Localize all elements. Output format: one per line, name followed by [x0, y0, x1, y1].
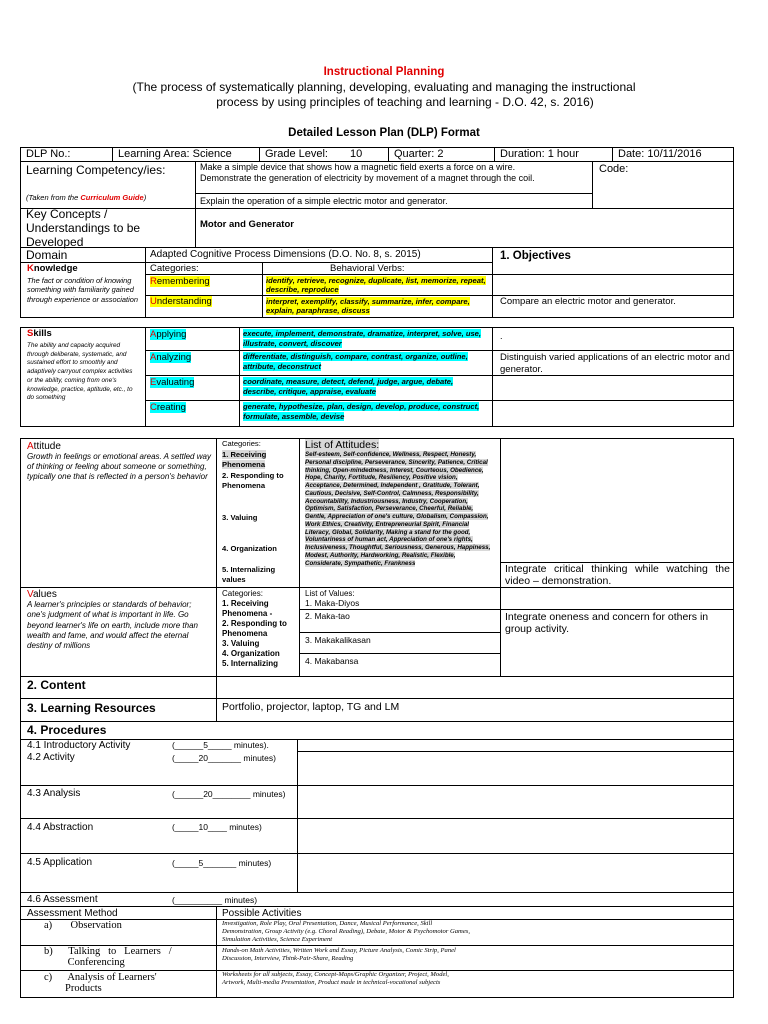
- procedure-label: 4.4 Abstraction: [27, 822, 94, 833]
- duration: Duration: 1 hour: [500, 148, 579, 160]
- values-cat-4: 4. Organization: [222, 649, 280, 658]
- grade-level-label: Grade Level:: [265, 148, 328, 160]
- attitude-label: Attitude: [27, 441, 61, 452]
- values-categories-label: Categories:: [222, 589, 263, 598]
- knowledge-description: The fact or condition of knowing something with familiarity gained through experience or association: [27, 276, 138, 304]
- subtitle-line-1: (The process of systematically planning, developing, evaluating and managing the instructional: [132, 80, 636, 94]
- value-1: 1. Maka-Diyos: [305, 598, 360, 608]
- category-analyzing: Analyzing: [150, 352, 192, 363]
- values-list-label: List of Values:: [305, 589, 355, 598]
- analyzing-verbs: differentiate, distinguish, compare, contrast, organize, outline, attribute, deconstruct: [243, 352, 468, 371]
- behavioral-verbs-label: Behavioral Verbs:: [330, 263, 405, 274]
- attitudes-list: Self-esteem, Self-confidence, Wellness, Respect, Honesty, Personal discipline, Perseverance, Sincerity, Patience, Critical thinking, Open-mindedness, Interest, Courteous, Obedience, Hope, Charity, Fortitude, Resiliency, Positive vision, Acceptance, Determined, Independent , Gratitude, Tolerant, Cautious, Decisive, Self-Control, Calmness, Responsibility, Accountability, Industriousness, Industry, Cooperation, Optimism, Satisfaction, Perseverance, Cheerful, Reliable, Gentle, Appreciation of one's culture, Globalism, Compassion, Work Ethics, Creativity, Entrepreneurial Spirit, Financial Literacy, Global, Solidarity, Making a stand for the good, Voluntariness of human act, Appreciation of one's rights, Inclusiveness, Thoughtful, Seriousness, Generous, Happiness, Modest, Authority, Hardworking, Realistic, Flexible, Considerate, Sympathetic, Frankness: [305, 451, 491, 567]
- competency-label: Learning Competency/ies:: [26, 163, 166, 177]
- attitude-cat-2: 2. Responding to Phenomena: [222, 471, 284, 490]
- learning-resources-value: Portfolio, projector, laptop, TG and LM: [222, 701, 400, 713]
- categories-label: Categories:: [150, 263, 199, 274]
- attitude-cat-1: 1. Receiving Phenomena: [222, 450, 267, 469]
- attitude-cat-4: 4. Organization: [222, 544, 277, 553]
- key-concepts-label: Key Concepts / Understandings to be Developed: [26, 207, 141, 249]
- quarter: Quarter: 2: [394, 148, 444, 160]
- values-label: Values: [27, 589, 57, 600]
- skills-description: The ability and capacity acquired through deliberate, systematic, and sustained effort to smoothly and adaptively carryout complex activities or the ability, coming from one's knowledge, practice, aptitude, etc., to do something: [27, 342, 133, 402]
- procedure-label: 4.6 Assessment: [27, 894, 98, 905]
- attitude-categories-label: Categories:: [222, 439, 261, 448]
- procedure-label: 4.3 Analysis: [27, 788, 81, 799]
- format-title: Detailed Lesson Plan (DLP) Format: [288, 127, 480, 139]
- competency-text-3: Explain the operation of a simple electric motor and generator.: [200, 196, 448, 206]
- grade-level-value: 10: [350, 148, 363, 160]
- procedures-heading: 4. Procedures: [27, 723, 107, 737]
- values-objective: Integrate oneness and concern for others in group activity.: [505, 611, 709, 635]
- attitude-objective: Integrate critical thinking while watching the video – demonstration.: [505, 563, 730, 587]
- understanding-verbs: interpret, exemplify, classify, summarize, infer, compare, explain, paraphrase, discuss: [266, 297, 470, 316]
- competency-text: Make a simple device that shows how a magnetic field exerts a force on a wire. Demonstrate the generation of electricity by movement of a magnet through the coil.: [200, 162, 535, 183]
- possible-activities-label: Possible Activities: [222, 908, 302, 919]
- assessment-activities: Investigation, Role Play, Oral Presentation, Dance, Musical Performance, Skill Demonstration, Group Activity (e.g. Choral Reading), Debate, Motor & Psychomotor Games, Simulation Activities, Science Experiment: [222, 920, 470, 943]
- values-cat-2: 2. Responding to Phenomena: [222, 619, 287, 638]
- creating-verbs: generate, hypothesize, plan, design, develop, produce, construct, formulate, assemble, devise: [243, 402, 480, 421]
- procedure-label: 4.5 Application: [27, 857, 93, 868]
- values-cat-3: 3. Valuing: [222, 639, 260, 648]
- category-understanding: Understanding: [150, 296, 212, 307]
- procedure-minutes: (_____10____ minutes): [172, 822, 262, 832]
- knowledge-label: Knowledge: [27, 263, 78, 274]
- values-description: A learner's principles or standards of behavior; one's judgment of what is important in life. Go beyond learner's life on earth, include more than wealth and fame, and would affect the eternal destiny of millions: [27, 600, 198, 651]
- value-4: 4. Makabansa: [305, 656, 359, 666]
- value-3: 3. Makakalikasan: [305, 635, 371, 645]
- analyzing-objective: Distinguish varied applications of an electric motor and generator.: [500, 352, 730, 375]
- procedure-label: 4.2 Activity: [27, 752, 75, 763]
- value-2: 2. Maka-tao: [305, 611, 350, 621]
- learning-resources-heading: 3. Learning Resources: [27, 701, 156, 715]
- values-cat-1: 1. Receiving Phenomena -: [222, 599, 273, 618]
- code-label: Code:: [599, 163, 629, 175]
- procedure-minutes: (_____20_______ minutes): [172, 753, 276, 763]
- page-title: Instructional Planning: [323, 66, 445, 78]
- curriculum-guide-note: (Taken from the Curriculum Guide): [26, 193, 147, 202]
- understanding-objective: Compare an electric motor and generator.: [500, 296, 676, 307]
- procedure-minutes: (______5_____ minutes).: [172, 740, 269, 750]
- assessment-method: c) Analysis of Learners' Products: [44, 972, 157, 994]
- dlp-no: DLP No.:: [26, 148, 71, 160]
- cognitive-dimensions: Adapted Cognitive Process Dimensions (D.O. No. 8, s. 2015): [150, 249, 421, 260]
- values-cat-5: 5. Internalizing: [222, 659, 279, 668]
- key-concepts-value: Motor and Generator: [200, 219, 294, 230]
- attitude-cat-3: 3. Valuing: [222, 513, 258, 522]
- subtitle-line-2: process by using principles of teaching and learning - D.O. 42, s. 2016): [216, 95, 594, 109]
- content-heading: 2. Content: [27, 678, 86, 692]
- assessment-method: b) Talking to Learners / Conferencing: [44, 946, 172, 968]
- procedure-minutes: (__________ minutes): [172, 895, 258, 905]
- category-creating: Creating: [150, 402, 186, 413]
- category-evaluating: Evaluating: [150, 377, 195, 388]
- category-applying: Applying: [150, 329, 187, 340]
- skills-label: Skills: [27, 328, 52, 339]
- applying-objective: .: [500, 331, 503, 341]
- remembering-verbs: identify, retrieve, recognize, duplicate, list, memorize, repeat, describe, reproduce: [266, 276, 486, 295]
- assessment-activities: Worksheets for all subjects, Essay, Concept-Maps/Graphic Organizer, Project, Model, Artwork, Multi-media Presentation, Product made in technical-vocational subjects: [222, 971, 449, 986]
- domain-label: Domain: [26, 248, 68, 262]
- learning-area: Learning Area: Science: [118, 148, 232, 160]
- attitudes-list-label: List of Attitudes:: [305, 439, 380, 451]
- assessment-method: a) Observation: [44, 920, 122, 931]
- category-remembering: Remembering: [150, 276, 210, 287]
- assessment-activities: Hands-on Math Activities, Written Work and Essay, Picture Analysis, Comic Strip, Panel Discussion, Interview, Think-Pair-Share, Reading: [222, 947, 456, 962]
- attitude-description: Growth in feelings or emotional areas. A settled way of thinking or feeling about someone or something, typically one that is reflected in a person's behavior: [27, 452, 211, 482]
- objectives-heading: 1. Objectives: [500, 250, 571, 262]
- attitude-cat-5: 5. Internalizing values: [222, 565, 276, 584]
- evaluating-verbs: coordinate, measure, detect, defend, judge, argue, debate, describe, critique, appraise, evaluate: [243, 377, 454, 396]
- date: Date: 10/11/2016: [618, 148, 702, 160]
- applying-verbs: execute, implement, demonstrate, dramatize, interpret, solve, use, illustrate, convert, discover: [243, 329, 482, 348]
- procedure-label: 4.1 Introductory Activity: [27, 740, 131, 751]
- procedure-minutes: (_____5_______ minutes): [172, 858, 272, 868]
- procedure-minutes: (______20________ minutes): [172, 789, 286, 799]
- assessment-method-label: Assessment Method: [27, 908, 118, 919]
